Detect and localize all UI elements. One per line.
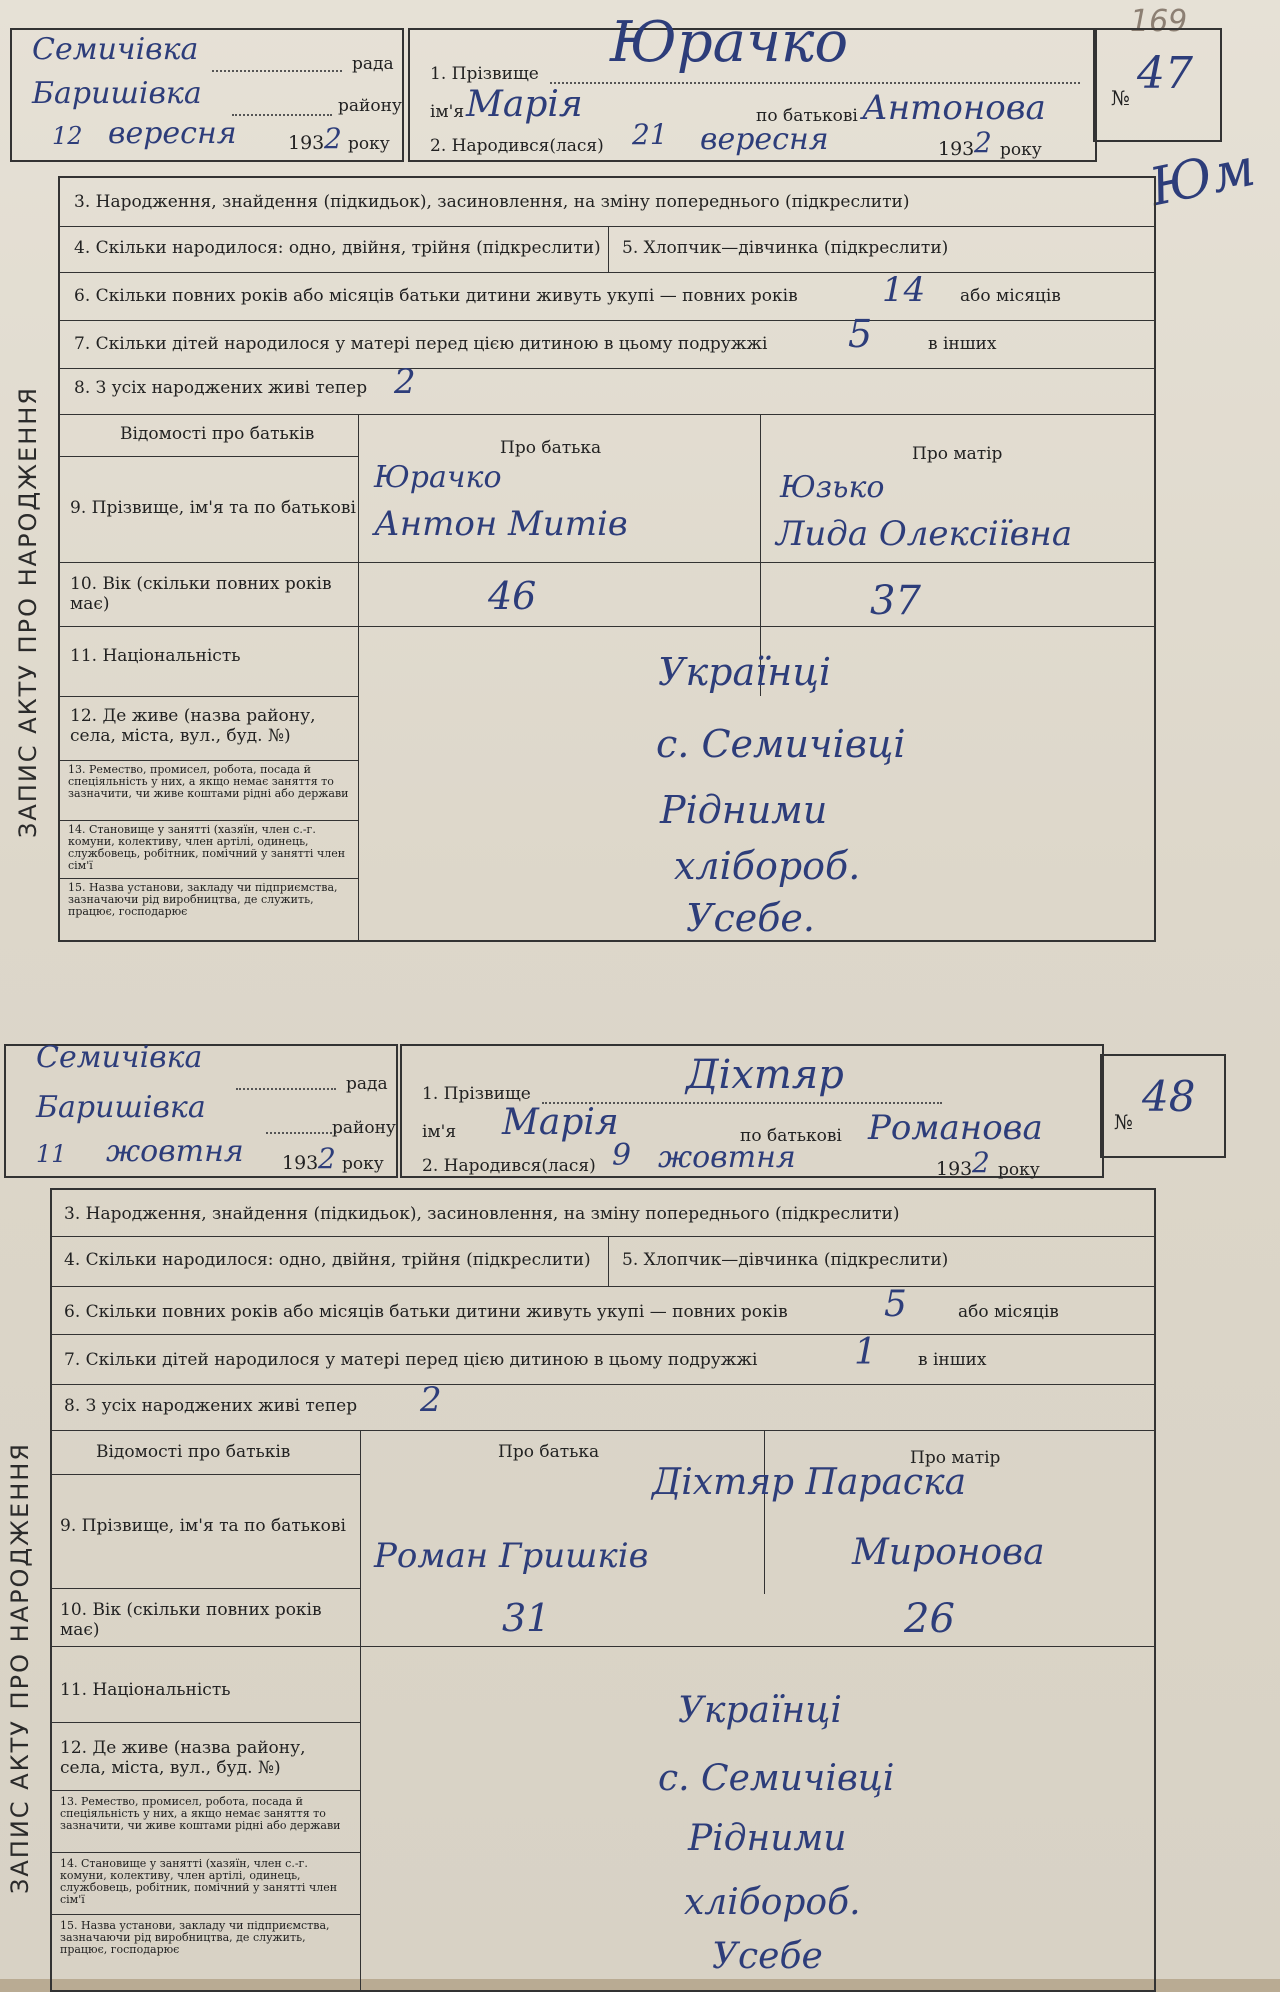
rok-label-4: року	[998, 1160, 1040, 1180]
born-label: 2. Народився(лася)	[430, 136, 604, 156]
reg-month: вересня	[108, 116, 237, 151]
children-before-2: 1	[854, 1332, 877, 1373]
alive-now-2: 2	[420, 1380, 442, 1420]
field-8-2: 8. З усіх народжених живі тепер	[64, 1396, 358, 1416]
field-9: 9. Прізвище, ім'я та по батькові	[70, 498, 356, 518]
field-6: 6. Скільки повних років або місяців батьки дитини живуть укупі — повних років	[74, 286, 798, 306]
field-10-2: 10. Вік (скільки повних років має)	[60, 1600, 322, 1640]
reg-day-2: 11	[36, 1140, 67, 1168]
birth-month: вересня	[700, 122, 829, 157]
field-15-2: 15. Назва установи, закладу чи підприємства, зазначаючи рід виробництва, де служить, працює, господарює	[60, 1919, 330, 1956]
council-name-2: Семичівка	[36, 1040, 203, 1075]
registration-box	[10, 28, 404, 162]
registration-box-2	[4, 1040, 398, 1178]
rok-label-2: року	[1000, 140, 1042, 160]
mother-surname-2: Діхтяр Параска	[652, 1462, 967, 1503]
district-name: Баришівка	[32, 76, 202, 111]
surname-label-2: 1. Прізвище	[422, 1084, 531, 1104]
rada-label-2: рада	[346, 1074, 388, 1094]
official-initials: Юм	[1144, 137, 1261, 219]
field-7-other-2: в інших	[918, 1350, 987, 1370]
surname-label: 1. Прізвище	[430, 64, 539, 84]
field-4: 4. Скільки народилося: одно, двійня, трійня (підкреслити)	[74, 238, 601, 258]
name-label: ім'я	[430, 102, 465, 122]
patronymic-label: по батькові	[756, 106, 858, 126]
number-label-2: №	[1114, 1110, 1133, 1134]
parents-header-2: Відомості про батьків	[96, 1442, 291, 1462]
patronymic: Антонова	[862, 88, 1046, 128]
birth-day-2: 9	[612, 1138, 632, 1173]
born-label-2: 2. Народився(лася)	[422, 1156, 596, 1176]
form-body-2	[50, 1188, 1156, 1992]
mother-surname: Юзько	[780, 470, 885, 505]
child-name-2: Марія	[502, 1102, 619, 1143]
mother-age-2: 26	[904, 1596, 955, 1642]
mother-age: 37	[870, 578, 921, 624]
workplace-2: Усебе	[712, 1936, 823, 1977]
field-13-2: 13. Ремество, промисел, робота, посада й спеціяльність у них, а якщо немає заняття то зазначити, чи живе коштами рідні або держави	[60, 1795, 341, 1832]
field-10: 10. Вік (скільки повних років має)	[70, 574, 332, 614]
patronymic-label-2: по батькові	[740, 1126, 842, 1146]
rok-label: року	[348, 134, 390, 154]
record-number-box	[1093, 28, 1222, 142]
child-name-box	[408, 10, 1097, 162]
birth-day: 21	[632, 118, 668, 151]
field-12: 12. Де живе (назва району, села, міста, вул., буд. №)	[70, 706, 316, 746]
council-name: Семичівка	[32, 32, 199, 67]
district-name-2: Баришівка	[36, 1090, 206, 1125]
field-11: 11. Національність	[70, 646, 241, 666]
years-together-2: 5	[884, 1284, 907, 1325]
reg-year: 2	[324, 122, 342, 155]
field-11-2: 11. Національність	[60, 1680, 231, 1700]
field-3: 3. Народження, знайдення (підкидьок), засиновлення, на зміну попереднього (підкреслити)	[74, 192, 910, 212]
parents-header: Відомості про батьків	[120, 424, 315, 444]
side-title-2: ЗАПИС АКТУ ПРО НАРОДЖЕННЯ	[6, 1442, 34, 1894]
field-13: 13. Ремество, промисел, робота, посада й спеціяльність у них, а якщо немає заняття то зазначити, чи живе коштами рідні або держави	[68, 763, 349, 800]
raion-label: району	[338, 96, 402, 116]
birth-year-prefix-2: 193	[936, 1158, 973, 1180]
year-prefix: 193	[288, 132, 325, 154]
children-before: 5	[848, 312, 873, 356]
field-3-2: 3. Народження, знайдення (підкидьок), засиновлення, на зміну попереднього (підкреслити)	[64, 1204, 900, 1224]
mother-name: Лида Олексіївна	[776, 514, 1073, 554]
birth-year: 2	[974, 126, 992, 159]
year-prefix-2: 193	[282, 1152, 319, 1174]
field-9-2: 9. Прізвище, ім'я та по батькові	[60, 1516, 346, 1536]
field-7-other: в інших	[928, 334, 997, 354]
occupation-2: Рідними	[688, 1818, 847, 1859]
field-7-2: 7. Скільки дітей народилося у матері перед цією дитиною в цьому подружжі	[64, 1350, 758, 1370]
field-6-months: або місяців	[960, 286, 1061, 306]
record-number: 47	[1137, 48, 1193, 99]
birth-month-2: жовтня	[658, 1140, 796, 1175]
father-age-2: 31	[502, 1596, 551, 1640]
surname-2: Діхтяр	[686, 1052, 844, 1098]
mother-header: Про матір	[912, 444, 1003, 464]
child-name: Марія	[466, 84, 583, 125]
rok-label-3: року	[342, 1154, 384, 1174]
number-label: №	[1111, 86, 1130, 110]
form-body	[58, 176, 1156, 942]
nationality: Українці	[658, 650, 831, 694]
field-5-2: 5. Хлопчик—дівчинка (підкреслити)	[622, 1250, 949, 1270]
field-5: 5. Хлопчик—дівчинка (підкреслити)	[622, 238, 949, 258]
birth-record-48	[0, 1040, 1230, 1979]
field-4-2: 4. Скільки народилося: одно, двійня, трійня (підкреслити)	[64, 1250, 591, 1270]
father-header: Про батька	[500, 438, 602, 458]
occupation: Рідними	[660, 788, 828, 832]
field-12-2: 12. Де живе (назва району, села, міста, вул., буд. №)	[60, 1738, 306, 1778]
field-14-2: 14. Становище у занятті (хазяїн, член с.-г. комуни, колективу, член артілі, одинець, службовець, робітник, помічний у занятті член сім'ї	[60, 1857, 338, 1906]
name-label-2: ім'я	[422, 1122, 457, 1142]
field-6-2: 6. Скільки повних років або місяців батьки дитини живуть укупі — повних років	[64, 1302, 788, 1322]
reg-year-2: 2	[318, 1142, 336, 1175]
father-age: 46	[488, 574, 537, 618]
residence-2: с. Семичівці	[658, 1758, 895, 1799]
birth-year-prefix: 193	[938, 138, 975, 160]
child-name-box-2	[400, 1044, 1104, 1178]
page-number: 169	[1130, 4, 1188, 39]
reg-month-2: жовтня	[106, 1134, 244, 1169]
field-14: 14. Становище у занятті (хазяїн, член с.-г. комуни, колективу, член артілі, одинець, службовець, робітник, помічний у занятті член сім'ї	[68, 823, 346, 872]
raion-label-2: району	[332, 1118, 396, 1138]
status: хлібороб.	[674, 844, 861, 888]
mother-header-2: Про матір	[910, 1448, 1001, 1468]
rada-label: рада	[352, 54, 394, 74]
mother-name-2: Миронова	[852, 1532, 1045, 1573]
workplace: Усебе.	[686, 896, 815, 940]
field-7: 7. Скільки дітей народилося у матері перед цією дитиною в цьому подружжі	[74, 334, 768, 354]
father-surname: Юрачко	[374, 460, 502, 495]
reg-day: 12	[52, 122, 83, 150]
field-15: 15. Назва установи, закладу чи підприємства, зазначаючи рід виробництва, де служить, працює, господарює	[68, 881, 338, 918]
father-name-2: Роман Гришків	[374, 1536, 649, 1576]
record-number-2: 48	[1142, 1072, 1196, 1121]
nationality-2: Українці	[678, 1690, 842, 1731]
field-6-months-2: або місяців	[958, 1302, 1059, 1322]
years-together: 14	[882, 270, 926, 310]
father-name: Антон Митів	[374, 504, 628, 544]
status-2: хлібороб.	[684, 1882, 861, 1923]
alive-now: 2	[394, 362, 416, 402]
surname: Юрачко	[610, 10, 849, 75]
field-8: 8. З усіх народжених живі тепер	[74, 378, 368, 398]
side-title: ЗАПИС АКТУ ПРО НАРОДЖЕННЯ	[14, 386, 42, 838]
birth-year-2: 2	[972, 1146, 990, 1179]
record-number-box-2	[1100, 1054, 1226, 1158]
father-header-2: Про батька	[498, 1442, 600, 1462]
patronymic-2: Романова	[868, 1108, 1043, 1148]
residence: с. Семичівці	[656, 722, 906, 766]
